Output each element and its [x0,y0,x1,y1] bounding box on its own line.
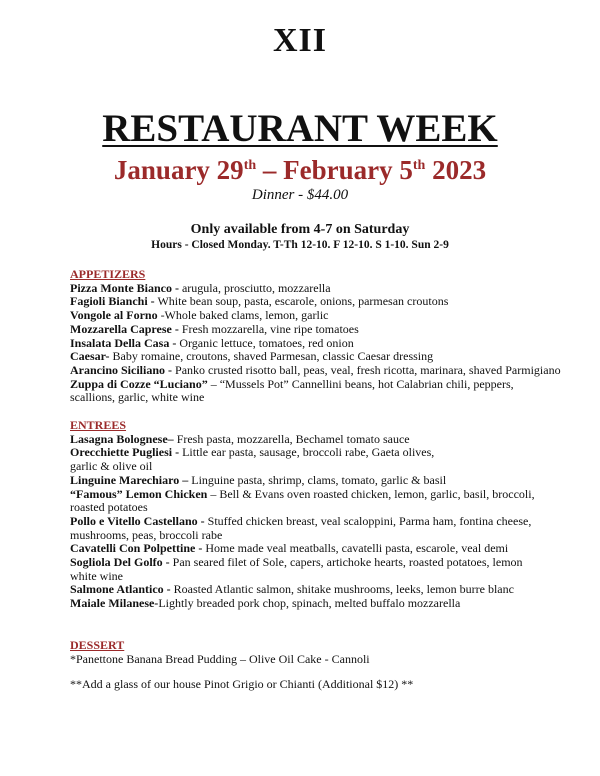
page-title: RESTAURANT WEEK [102,107,498,150]
dinner-price: Dinner - $44.00 [251,187,349,203]
menu-item-name: Vongole al Forno [70,308,158,323]
menu-item-line [70,433,570,447]
menu-item [70,446,570,473]
menu-item-line [70,350,570,364]
menu-item-description: Organic lettuce, tomatoes, red onion [176,335,354,350]
menu-item [70,515,570,542]
menu-item-description: arugula, prosciutto, mozzarella [178,280,331,295]
menu-item-name: Linguine Marechiaro – [70,472,189,487]
menu-item-description: -Whole baked clams, lemon, garlic [157,308,329,323]
entrees-heading: ENTREES [70,418,127,432]
menu-item-line [70,282,570,296]
menu-item-name: “Famous” Lemon Chicken [70,486,208,501]
menu-item-description-continued: garlic & olive oil [70,459,153,474]
availability-note: Only available from 4-7 on Saturday [190,222,410,237]
menu-item-name: Pollo e Vitello Castellano - [70,513,205,528]
menu-item-description: Linguine pasta, shrimp, clams, tomato, garlic & basil [188,472,447,487]
menu-item-name: Insalata Della Casa - [70,335,177,350]
menu-item [70,488,570,515]
menu-item [70,323,570,337]
dates-suffix-1: th [243,158,257,173]
appetizers-heading: APPETIZERS [70,267,146,281]
menu-item [70,433,570,447]
menu-item-description: White bean soup, pasta, escarole, onions, parmesan croutons [154,294,449,309]
menu-item-name: Fagioli Bianchi - [70,294,155,309]
menu-item-description: Baby romaine, croutons, shaved Parmesan, classic Caesar dressing [109,349,434,364]
menu-item-name: Sogliola Del Golfo - [70,555,170,570]
hours-note: Hours - Closed Monday. T-Th 12-10. F 12-10. S 1-10. Sun 2-9 [151,239,449,251]
menu-item-name: Orecchiette Pugliesi - [70,445,180,460]
menu-item-description: Little ear pasta, sausage, broccoli rabe, Gaeta olives, [179,445,435,460]
menu-item [70,378,570,405]
menu-item-line [70,446,570,460]
menu-item [70,350,570,364]
menu-item [70,542,570,556]
entrees-section [70,419,570,611]
menu-item-description: Pan seared filet of Sole, capers, artichoke hearts, roasted potatoes, lemon [169,555,523,570]
menu-item [70,295,570,309]
menu-item [70,474,570,488]
menu-item-description: Home made veal meatballs, cavatelli pasta, escarole, veal demi [202,541,509,556]
dates-suffix-2: th [412,158,426,173]
menu-item [70,583,570,597]
menu-item-description-continued: mushrooms, peas, broccoli rabe [70,527,223,542]
menu-item-line [70,323,570,337]
menu-item [70,282,570,296]
menu-item-name: Caesar- [70,349,110,364]
menu-item [70,556,570,583]
menu-item-line [70,309,570,323]
menu-item [70,309,570,323]
menu-item-line [70,295,570,309]
entree-list [70,433,570,611]
menu-item-description: Panko crusted risotto ball, peas, veal, fresh ricotta, marinara, shaved Parmigiano [172,362,561,377]
dates-start: January 29 [113,155,244,185]
menu-item-description: Roasted Atlantic salmon, shitake mushrooms, leeks, lemon burre blanc [170,582,514,597]
menu-item-description-continued: scallions, garlic, white wine [70,390,205,405]
menu-item-line [70,542,570,556]
menu-item-description: – “Mussels Pot” Cannellini beans, hot Calabrian chili, peppers, [207,376,514,391]
menu-item-name: Lasagna Bolognese– [70,431,174,446]
restaurant-logo: XII [272,22,328,59]
menu-item [70,337,570,351]
menu-item-name: Zuppa di Cozze “Luciano” [70,376,208,391]
dates-year: 2023 [425,155,487,185]
menu-item-name: Cavatelli Con Polpettine - [70,541,203,556]
menu-item-description-continued: roasted potatoes [70,500,148,515]
menu-item-description: Lightly breaded pork chop, spinach, melted buffalo mozzarella [158,596,461,611]
dessert-heading: DESSERT [70,638,125,652]
menu-item-description: – Bell & Evans oven roasted chicken, lemon, garlic, basil, broccoli, [207,486,535,501]
menu-item-name: Maiale Milanese- [70,596,159,611]
menu-item-line [70,597,570,611]
menu-item-name: Salmone Atlantico - [70,582,171,597]
menu-item-line [70,488,570,502]
menu-item [70,597,570,611]
dates-middle: – February 5 [256,155,413,185]
menu-item-name: Pizza Monte Bianco - [70,280,179,295]
menu-item-line [70,556,570,570]
menu-item-name: Arancino Siciliano - [70,362,173,377]
dessert-section [70,639,570,692]
menu-item [70,364,570,378]
appetizers-section [70,268,570,405]
menu-item-name: Mozzarella Caprese - [70,321,179,336]
menu-item-line [70,583,570,597]
menu-item-line [70,364,570,378]
event-dates [0,155,600,186]
dessert-line: *Panettone Banana Bread Pudding – Olive Oil Cake - Cannoli [70,651,370,666]
menu-item-description: Fresh pasta, mozzarella, Bechamel tomato sauce [173,431,410,446]
menu-item-description: Fresh mozzarella, vine ripe tomatoes [178,321,359,336]
menu-item-line [70,337,570,351]
menu-item-line [70,474,570,488]
menu-item-description-continued: white wine [70,568,123,583]
wine-addon-note: **Add a glass of our house Pinot Grigio or Chianti (Additional $12) ** [70,677,414,692]
menu-item-line [70,515,570,529]
menu-item-line [70,378,570,392]
menu-item-description: Stuffed chicken breast, veal scaloppini, Parma ham, fontina cheese, [204,513,532,528]
appetizer-list [70,282,570,405]
